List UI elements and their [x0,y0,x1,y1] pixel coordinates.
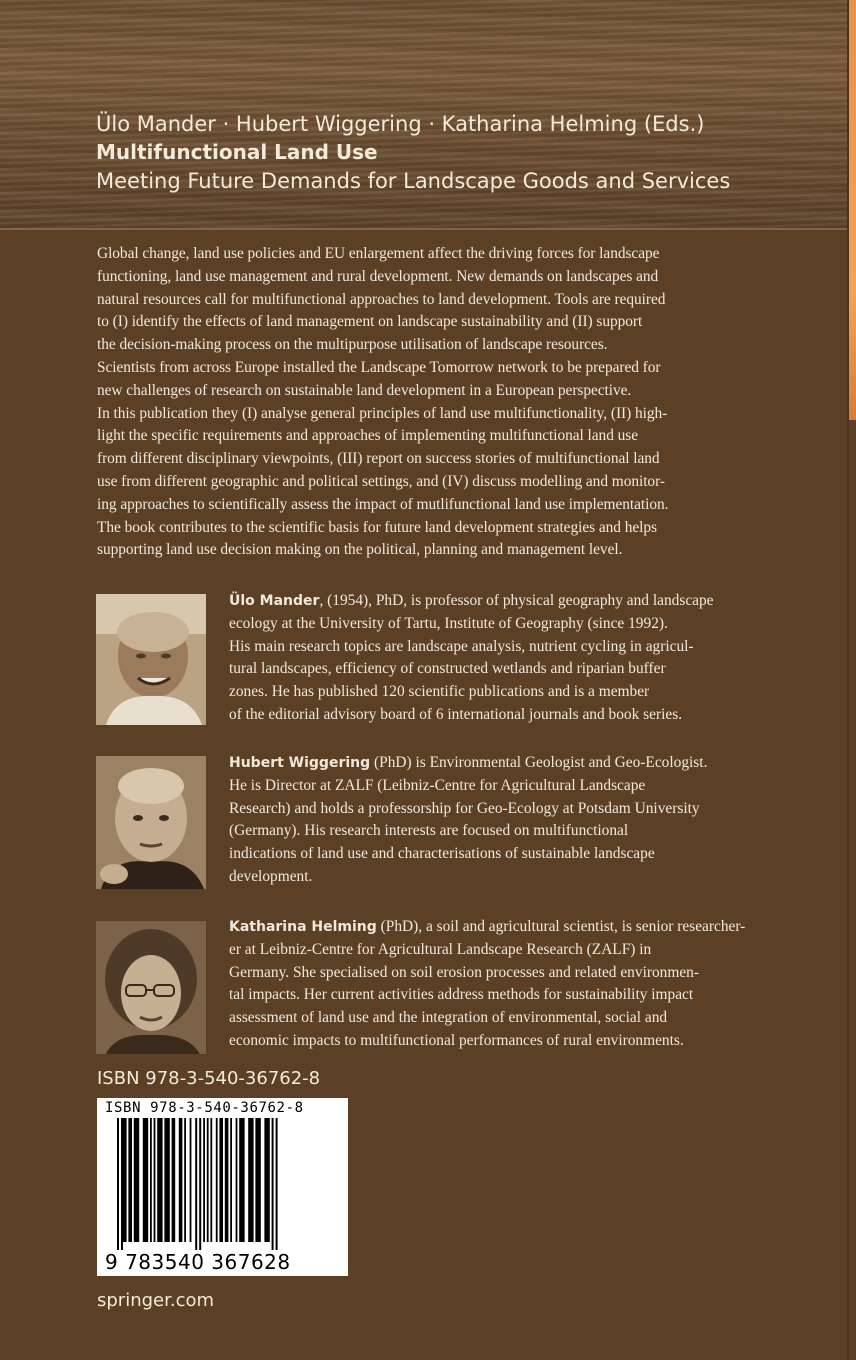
bio-text-wiggering [229,752,769,889]
header-text [96,110,730,196]
bio-first-line: (PhD) is Environmental Geologist and Geo-Ecologist. [370,754,708,771]
portrait-mander [96,594,206,725]
book-title: Multifunctional Land Use [96,140,378,164]
bio-mander [96,590,766,730]
blurb-line: ing approaches to scientifically assess the impact of mutlifunctional land use implementation. [97,495,669,513]
book-subtitle: Meeting Future Demands for Landscape Goods and Services [96,169,731,193]
isbn-label: ISBN 978-3-540-36762-8 [97,1068,321,1089]
orange-accent-bar [849,0,856,420]
bio-line: economic impacts to multifunctional performances of rural environments. [229,1031,684,1049]
bio-line: development. [229,867,313,885]
bio-line: Germany. She specialised on soil erosion processes and related environmen- [229,963,699,981]
blurb-line: functioning, land use management and rural development. New demands on landscapes and [97,267,659,285]
blurb-line: the decision-making process on the multipurpose utilisation of landscape resources. [97,336,608,354]
bio-line: er at Leibniz-Centre for Agricultural Landscape Research (ZALF) in [229,940,652,958]
bio-line: Research) and holds a professorship for Geo-Ecology at Potsdam University [229,799,700,817]
blurb-line: natural resources call for multifunctional approaches to land development. Tools are required [97,290,666,308]
bio-line: He is Director at ZALF (Leibniz-Centre for Agricultural Landscape [229,776,646,794]
editors-line: Ülo Mander · Hubert Wiggering · Katharina Helming (Eds.) [96,112,705,136]
publisher-url[interactable]: springer.com [97,1290,215,1311]
blurb-line: Global change, land use policies and EU enlargement affect the driving forces for landscape [97,245,660,262]
bio-first-line: , (1954), PhD, is professor of physical geography and landscape [319,592,714,609]
blurb-line: to (I) identify the effects of land management on landscape sustainability and (II) support [97,313,643,331]
bio-name: Ülo Mander [229,593,320,609]
portrait-wiggering [96,756,206,889]
blurb-line: In this publication they (I) analyse general principles of land use multifunctionality, (II) high- [97,404,668,422]
bio-line: His main research topics are landscape analysis, nutrient cycling in agricul- [229,637,694,655]
bio-name: Katharina Helming [229,919,377,935]
barcode [97,1098,348,1276]
bio-text-helming [229,916,769,1053]
bio-name: Hubert Wiggering [229,755,371,771]
blurb-line: use from different geographic and political settings, and (IV) discuss modelling and monitor- [97,472,665,490]
blurb-line: from different disciplinary viewpoints, (III) report on success stories of multifunctional land [97,450,660,468]
bio-helming [96,916,766,1056]
bio-line: assessment of land use and the integration of environmental, social and [229,1009,668,1027]
bio-text-mander [229,590,769,727]
blurb-line: supporting land use decision making on the political, planning and management level. [97,541,623,559]
blurb-line: The book contributes to the scientific basis for future land development strategies and helps [97,518,657,536]
bio-line: tal impacts. Her current activities address methods for sustainability impact [229,986,694,1004]
bio-line: (Germany). His research interests are focused on multifunctional [229,822,629,840]
barcode-digits: 9 783540 367628 [105,1250,291,1274]
blurb-line: Scientists from across Europe installed the Landscape Tomorrow network to be prepared for [97,358,661,376]
blurb-line: new challenges of research on sustainable land development in a European perspective. [97,381,632,399]
bio-line: of the editorial advisory board of 6 international journals and book series. [229,705,683,723]
bio-line: zones. He has published 120 scientific publications and is a member [229,683,650,701]
bio-line: ecology at the University of Tartu, Institute of Geography (since 1992). [229,614,668,632]
portrait-helming [96,921,206,1054]
bio-wiggering [96,752,766,892]
barcode-bars [97,1118,348,1250]
bio-first-line: (PhD), a soil and agricultural scientist, is senior researcher- [376,918,746,935]
blurb-text [97,243,765,562]
blurb-line: light the specific requirements and approaches of implementing multifunctional land use [97,427,639,445]
bio-line: indications of land use and characterisations of sustainable landscape [229,845,655,863]
barcode-isbn-text: ISBN 978-3-540-36762-8 [105,1100,304,1116]
wood-header-band [0,0,856,230]
bio-line: tural landscapes, efficiency of constructed wetlands and riparian buffer [229,660,666,678]
